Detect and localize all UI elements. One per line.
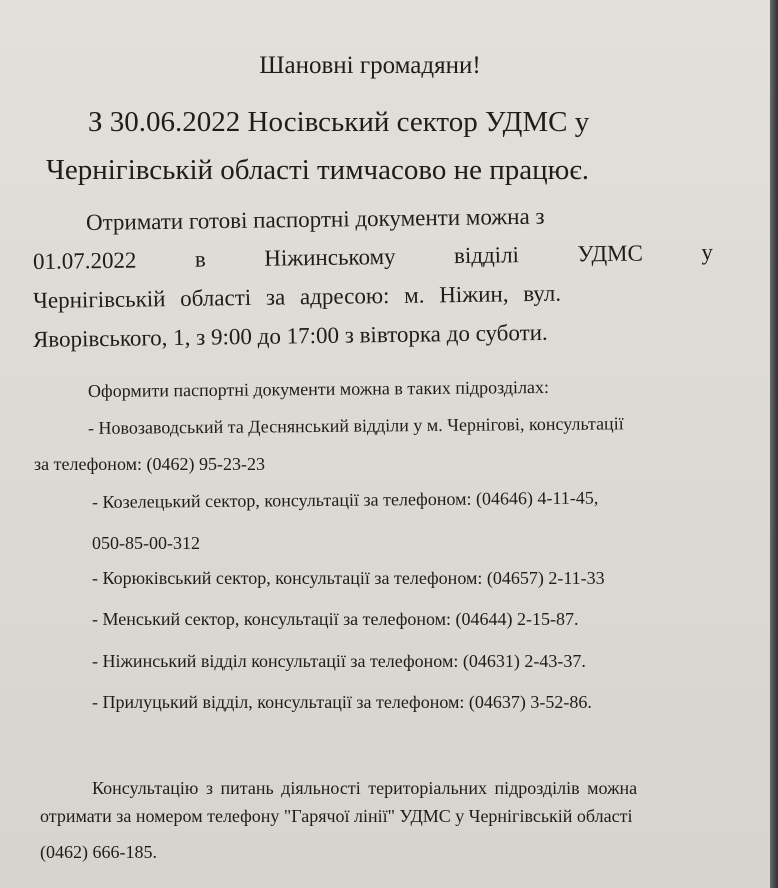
- hotline-line-2: отримати за номером телефону "Гарячої лінії" УДМС у Чернігівській області: [40, 806, 633, 826]
- unit-novozavodskyi-phone: за телефоном: (0462) 95-23-23: [34, 454, 265, 474]
- pickup-word-in: в: [194, 246, 206, 272]
- unit-kozelets-line-1: - Козелецький сектор, консультації за телефоном: (04646) 4-11-45,: [91, 487, 599, 512]
- hotline-line-1: Консультацію з питань діяльності територіальних підрозділів можна: [92, 778, 638, 798]
- unit-kozelets-mobile: 050-85-00-312: [92, 533, 200, 553]
- pickup-word-nizhyn: Ніжинському: [264, 243, 396, 271]
- unit-novozavodskyi-line-1: - Новозаводський та Деснянський відділи у м. Чернігові, консультації: [87, 413, 624, 438]
- greeting-title: Шановні громадяни!: [259, 52, 481, 79]
- pickup-line-4: Яворівського, 1, з 9:00 до 17:00 з вівторка до суботи.: [32, 319, 548, 352]
- unit-mena: - Менський сектор, консультації за телефоном: (04644) 2-15-87.: [92, 609, 579, 629]
- headline-line-2: Чернігівській області тимчасово не працює.: [46, 154, 590, 186]
- hotline-line-3: (0462) 666-185.: [40, 842, 157, 862]
- unit-koriukivka: - Корюківський сектор, консультації за телефоном: (04657) 2-11-33: [92, 568, 605, 588]
- pickup-date: 01.07.2022: [32, 247, 137, 274]
- headline-line-1: З 30.06.2022 Носівський сектор УДМС у: [88, 106, 590, 138]
- pickup-word-department: відділі: [453, 242, 520, 269]
- pickup-line-3: Чернігівській області за адресою: м. Ніжин, вул.: [32, 280, 562, 313]
- pickup-line-2: [33, 240, 713, 279]
- unit-nizhyn: - Ніжинський відділ консультації за телефоном: (04631) 2-43-37.: [92, 651, 586, 671]
- units-intro: Оформити паспортні документи можна в таких підрозділах:: [87, 376, 550, 401]
- pickup-line-1: Отримати готові паспортні документи можна з: [85, 203, 545, 235]
- pickup-word-u: у: [701, 239, 714, 265]
- background-edge: [770, 0, 778, 888]
- unit-pryluky: - Прилуцький відділ, консультації за телефоном: (04637) 3-52-86.: [92, 692, 592, 712]
- pickup-word-udms: УДМС: [577, 240, 644, 267]
